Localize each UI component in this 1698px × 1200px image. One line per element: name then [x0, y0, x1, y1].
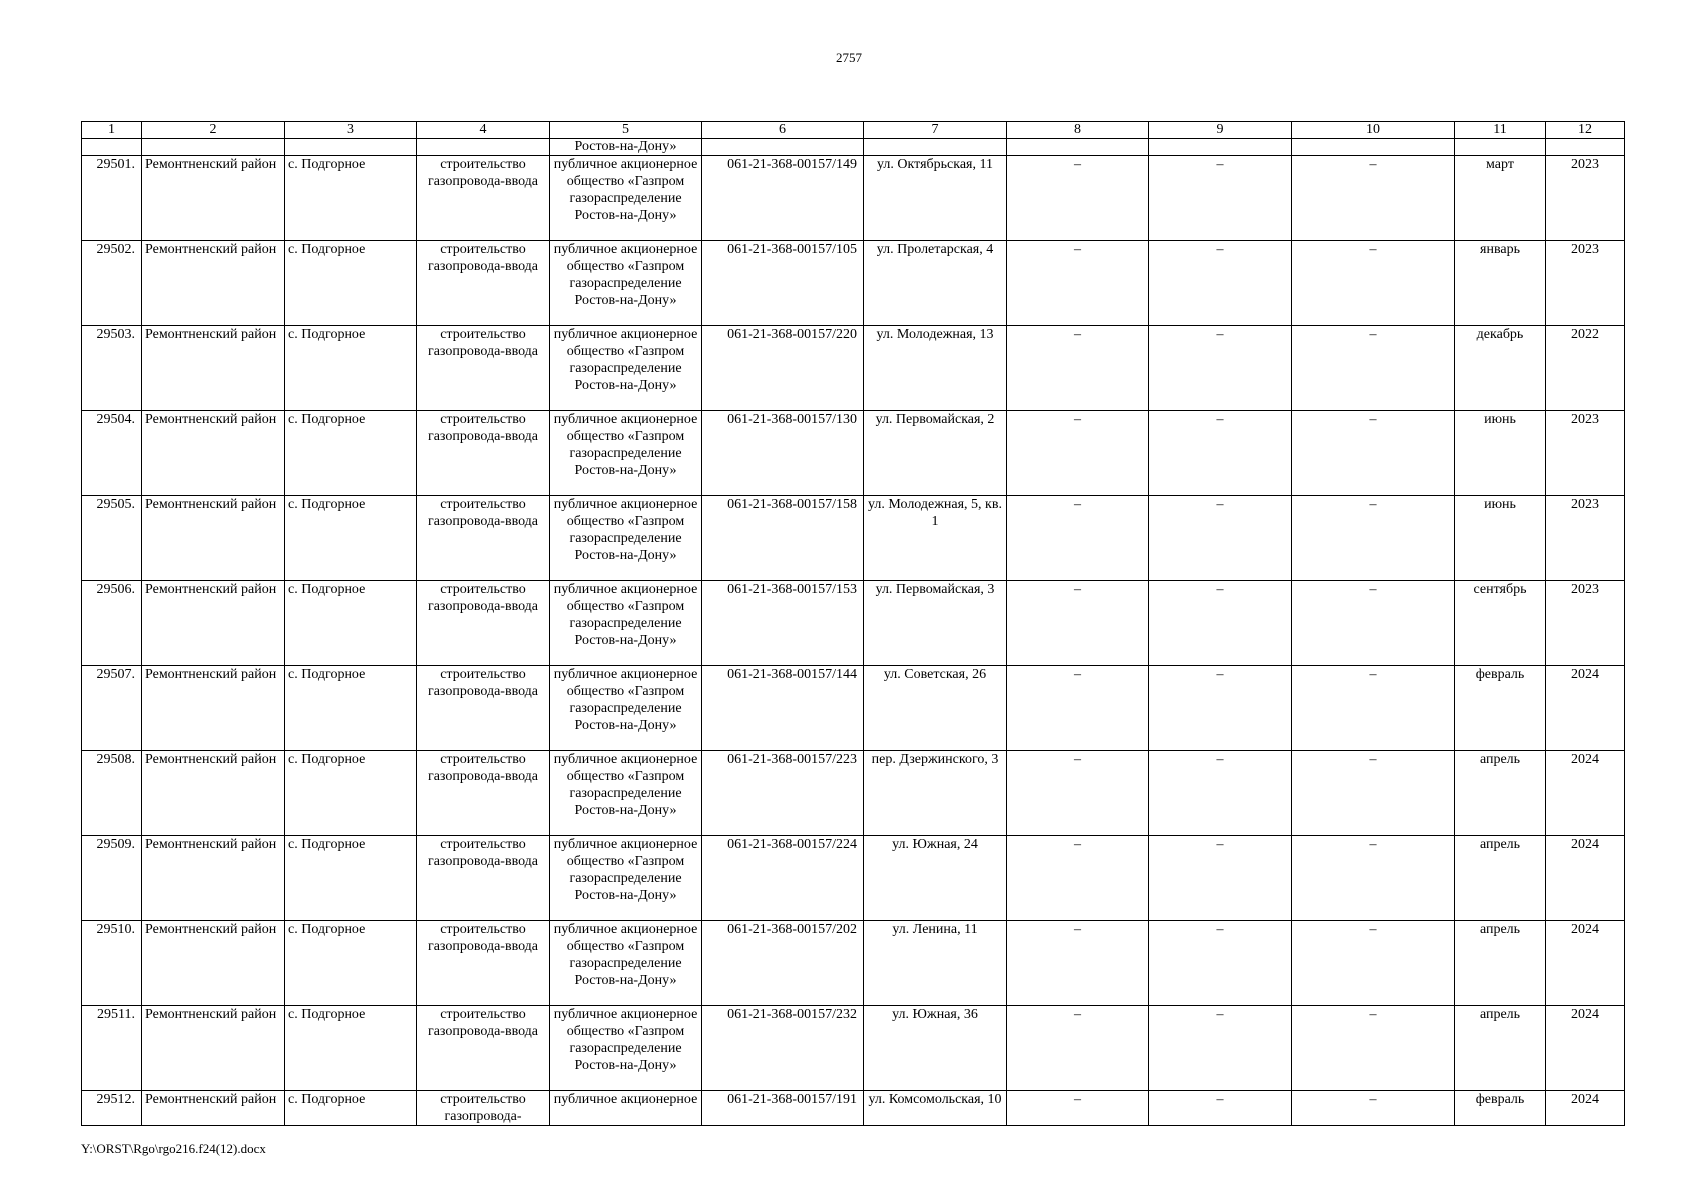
work-type: строительство газопровода-ввода	[417, 921, 550, 1006]
column-number: 6	[702, 122, 864, 139]
row-number: 29504.	[82, 411, 142, 496]
year: 2023	[1546, 241, 1625, 326]
column-10-value: –	[1292, 326, 1455, 411]
column-number: 9	[1149, 122, 1292, 139]
table-cell	[1455, 139, 1546, 156]
row-number: 29507.	[82, 666, 142, 751]
column-number: 10	[1292, 122, 1455, 139]
address: ул. Первомайская, 3	[864, 581, 1007, 666]
owner: публичное акционерное общество «Газпром газораспределение Ростов-на-Дону»	[550, 411, 702, 496]
column-9-value: –	[1149, 921, 1292, 1006]
month: декабрь	[1455, 326, 1546, 411]
column-8-value: –	[1007, 1091, 1149, 1126]
column-number: 2	[142, 122, 285, 139]
column-10-value: –	[1292, 751, 1455, 836]
column-10-value: –	[1292, 156, 1455, 241]
page-number: 2757	[836, 50, 862, 65]
address: ул. Первомайская, 2	[864, 411, 1007, 496]
table-cell	[142, 139, 285, 156]
column-10-value: –	[1292, 921, 1455, 1006]
locality: с. Подгорное	[285, 496, 417, 581]
table-row	[82, 1006, 1625, 1091]
locality: с. Подгорное	[285, 1091, 417, 1126]
table-row	[82, 1091, 1625, 1126]
locality: с. Подгорное	[285, 411, 417, 496]
year: 2024	[1546, 1006, 1625, 1091]
table-row	[82, 411, 1625, 496]
object-code: 061-21-368-00157/223	[702, 751, 864, 836]
column-10-value: –	[1292, 836, 1455, 921]
address: ул. Пролетарская, 4	[864, 241, 1007, 326]
month: апрель	[1455, 751, 1546, 836]
column-9-value: –	[1149, 836, 1292, 921]
owner: публичное акционерное общество «Газпром газораспределение Ростов-на-Дону»	[550, 836, 702, 921]
work-type: строительство газопровода-ввода	[417, 496, 550, 581]
locality: с. Подгорное	[285, 326, 417, 411]
object-code: 061-21-368-00157/153	[702, 581, 864, 666]
column-9-value: –	[1149, 496, 1292, 581]
table-cell	[1007, 139, 1149, 156]
column-8-value: –	[1007, 666, 1149, 751]
table-row	[82, 241, 1625, 326]
column-9-value: –	[1149, 156, 1292, 241]
row-number: 29509.	[82, 836, 142, 921]
row-number: 29508.	[82, 751, 142, 836]
row-number: 29505.	[82, 496, 142, 581]
column-9-value: –	[1149, 326, 1292, 411]
table-cell	[417, 139, 550, 156]
column-number: 4	[417, 122, 550, 139]
column-8-value: –	[1007, 326, 1149, 411]
work-type: строительство газопровода-ввода	[417, 241, 550, 326]
row-number: 29503.	[82, 326, 142, 411]
month: февраль	[1455, 1091, 1546, 1126]
table-row	[82, 581, 1625, 666]
row-number: 29511.	[82, 1006, 142, 1091]
object-code: 061-21-368-00157/191	[702, 1091, 864, 1126]
month: сентябрь	[1455, 581, 1546, 666]
column-number: 8	[1007, 122, 1149, 139]
work-type: строительство газопровода-	[417, 1091, 550, 1126]
district: Ремонтненский район	[142, 666, 285, 751]
column-8-value: –	[1007, 836, 1149, 921]
locality: с. Подгорное	[285, 751, 417, 836]
column-10-value: –	[1292, 241, 1455, 326]
owner: публичное акционерное общество «Газпром газораспределение Ростов-на-Дону»	[550, 241, 702, 326]
column-8-value: –	[1007, 156, 1149, 241]
footer-file-path: Y:\ORST\Rgo\rgo216.f24(12).docx	[81, 1141, 266, 1156]
owner: публичное акционерное общество «Газпром газораспределение Ростов-на-Дону»	[550, 326, 702, 411]
table-row	[82, 921, 1625, 1006]
month: июнь	[1455, 411, 1546, 496]
address: ул. Октябрьская, 11	[864, 156, 1007, 241]
table-row	[82, 326, 1625, 411]
address: ул. Ленина, 11	[864, 921, 1007, 1006]
column-9-value: –	[1149, 241, 1292, 326]
district: Ремонтненский район	[142, 496, 285, 581]
locality: с. Подгорное	[285, 666, 417, 751]
object-code: 061-21-368-00157/144	[702, 666, 864, 751]
locality: с. Подгорное	[285, 156, 417, 241]
column-10-value: –	[1292, 1091, 1455, 1126]
work-type: строительство газопровода-ввода	[417, 326, 550, 411]
year: 2024	[1546, 836, 1625, 921]
locality: с. Подгорное	[285, 241, 417, 326]
year: 2023	[1546, 156, 1625, 241]
column-9-value: –	[1149, 411, 1292, 496]
continuation-row	[82, 139, 1625, 156]
district: Ремонтненский район	[142, 156, 285, 241]
year: 2022	[1546, 326, 1625, 411]
district: Ремонтненский район	[142, 241, 285, 326]
table-row	[82, 156, 1625, 241]
object-code: 061-21-368-00157/220	[702, 326, 864, 411]
locality: с. Подгорное	[285, 1006, 417, 1091]
address: ул. Южная, 36	[864, 1006, 1007, 1091]
column-8-value: –	[1007, 751, 1149, 836]
column-number: 1	[82, 122, 142, 139]
table-cell	[864, 139, 1007, 156]
district: Ремонтненский район	[142, 1091, 285, 1126]
owner: публичное акционерное	[550, 1091, 702, 1126]
district: Ремонтненский район	[142, 921, 285, 1006]
work-type: строительство газопровода-ввода	[417, 751, 550, 836]
column-8-value: –	[1007, 241, 1149, 326]
table-cell	[1149, 139, 1292, 156]
column-8-value: –	[1007, 581, 1149, 666]
month: апрель	[1455, 1006, 1546, 1091]
column-10-value: –	[1292, 1006, 1455, 1091]
locality: с. Подгорное	[285, 836, 417, 921]
owner: публичное акционерное общество «Газпром газораспределение Ростов-на-Дону»	[550, 921, 702, 1006]
column-8-value: –	[1007, 1006, 1149, 1091]
month: февраль	[1455, 666, 1546, 751]
column-number-row	[82, 122, 1625, 139]
column-number: 5	[550, 122, 702, 139]
object-code: 061-21-368-00157/105	[702, 241, 864, 326]
month: март	[1455, 156, 1546, 241]
address: пер. Дзержинского, 3	[864, 751, 1007, 836]
column-8-value: –	[1007, 921, 1149, 1006]
year: 2023	[1546, 496, 1625, 581]
year: 2024	[1546, 921, 1625, 1006]
address: ул. Молодежная, 5, кв. 1	[864, 496, 1007, 581]
table-cell	[285, 139, 417, 156]
object-code: 061-21-368-00157/232	[702, 1006, 864, 1091]
locality: с. Подгорное	[285, 581, 417, 666]
object-code: 061-21-368-00157/130	[702, 411, 864, 496]
column-10-value: –	[1292, 666, 1455, 751]
column-number: 3	[285, 122, 417, 139]
month: январь	[1455, 241, 1546, 326]
district: Ремонтненский район	[142, 326, 285, 411]
district: Ремонтненский район	[142, 751, 285, 836]
table-cell	[1546, 139, 1625, 156]
year: 2024	[1546, 666, 1625, 751]
column-9-value: –	[1149, 1091, 1292, 1126]
address: ул. Южная, 24	[864, 836, 1007, 921]
district: Ремонтненский район	[142, 411, 285, 496]
column-number: 7	[864, 122, 1007, 139]
object-code: 061-21-368-00157/202	[702, 921, 864, 1006]
table-cell	[82, 139, 142, 156]
year: 2023	[1546, 411, 1625, 496]
row-number: 29510.	[82, 921, 142, 1006]
column-10-value: –	[1292, 411, 1455, 496]
address: ул. Советская, 26	[864, 666, 1007, 751]
row-number: 29512.	[82, 1091, 142, 1126]
row-number: 29502.	[82, 241, 142, 326]
column-9-value: –	[1149, 1006, 1292, 1091]
work-type: строительство газопровода-ввода	[417, 666, 550, 751]
table-cell	[702, 139, 864, 156]
month: апрель	[1455, 836, 1546, 921]
object-code: 061-21-368-00157/149	[702, 156, 864, 241]
district: Ремонтненский район	[142, 1006, 285, 1091]
column-8-value: –	[1007, 496, 1149, 581]
continuation-text: Ростов-на-Дону»	[550, 139, 702, 156]
owner: публичное акционерное общество «Газпром газораспределение Ростов-на-Дону»	[550, 581, 702, 666]
year: 2023	[1546, 581, 1625, 666]
table-cell	[1292, 139, 1455, 156]
address: ул. Комсомольская, 10	[864, 1091, 1007, 1126]
object-code: 061-21-368-00157/224	[702, 836, 864, 921]
column-10-value: –	[1292, 581, 1455, 666]
table-row	[82, 751, 1625, 836]
district: Ремонтненский район	[142, 581, 285, 666]
table-row	[82, 496, 1625, 581]
owner: публичное акционерное общество «Газпром газораспределение Ростов-на-Дону»	[550, 1006, 702, 1091]
column-number: 12	[1546, 122, 1625, 139]
work-type: строительство газопровода-ввода	[417, 1006, 550, 1091]
work-type: строительство газопровода-ввода	[417, 411, 550, 496]
work-type: строительство газопровода-ввода	[417, 836, 550, 921]
owner: публичное акционерное общество «Газпром газораспределение Ростов-на-Дону»	[550, 156, 702, 241]
work-type: строительство газопровода-ввода	[417, 581, 550, 666]
locality: с. Подгорное	[285, 921, 417, 1006]
row-number: 29506.	[82, 581, 142, 666]
district: Ремонтненский район	[142, 836, 285, 921]
owner: публичное акционерное общество «Газпром газораспределение Ростов-на-Дону»	[550, 751, 702, 836]
work-type: строительство газопровода-ввода	[417, 156, 550, 241]
month: июнь	[1455, 496, 1546, 581]
column-number: 11	[1455, 122, 1546, 139]
column-10-value: –	[1292, 496, 1455, 581]
registry-table	[81, 121, 1625, 1126]
row-number: 29501.	[82, 156, 142, 241]
owner: публичное акционерное общество «Газпром газораспределение Ростов-на-Дону»	[550, 666, 702, 751]
table-row	[82, 836, 1625, 921]
table-body	[82, 122, 1625, 1126]
owner: публичное акционерное общество «Газпром газораспределение Ростов-на-Дону»	[550, 496, 702, 581]
column-8-value: –	[1007, 411, 1149, 496]
address: ул. Молодежная, 13	[864, 326, 1007, 411]
object-code: 061-21-368-00157/158	[702, 496, 864, 581]
year: 2024	[1546, 751, 1625, 836]
column-9-value: –	[1149, 581, 1292, 666]
year: 2024	[1546, 1091, 1625, 1126]
column-9-value: –	[1149, 751, 1292, 836]
column-9-value: –	[1149, 666, 1292, 751]
month: апрель	[1455, 921, 1546, 1006]
table-row	[82, 666, 1625, 751]
